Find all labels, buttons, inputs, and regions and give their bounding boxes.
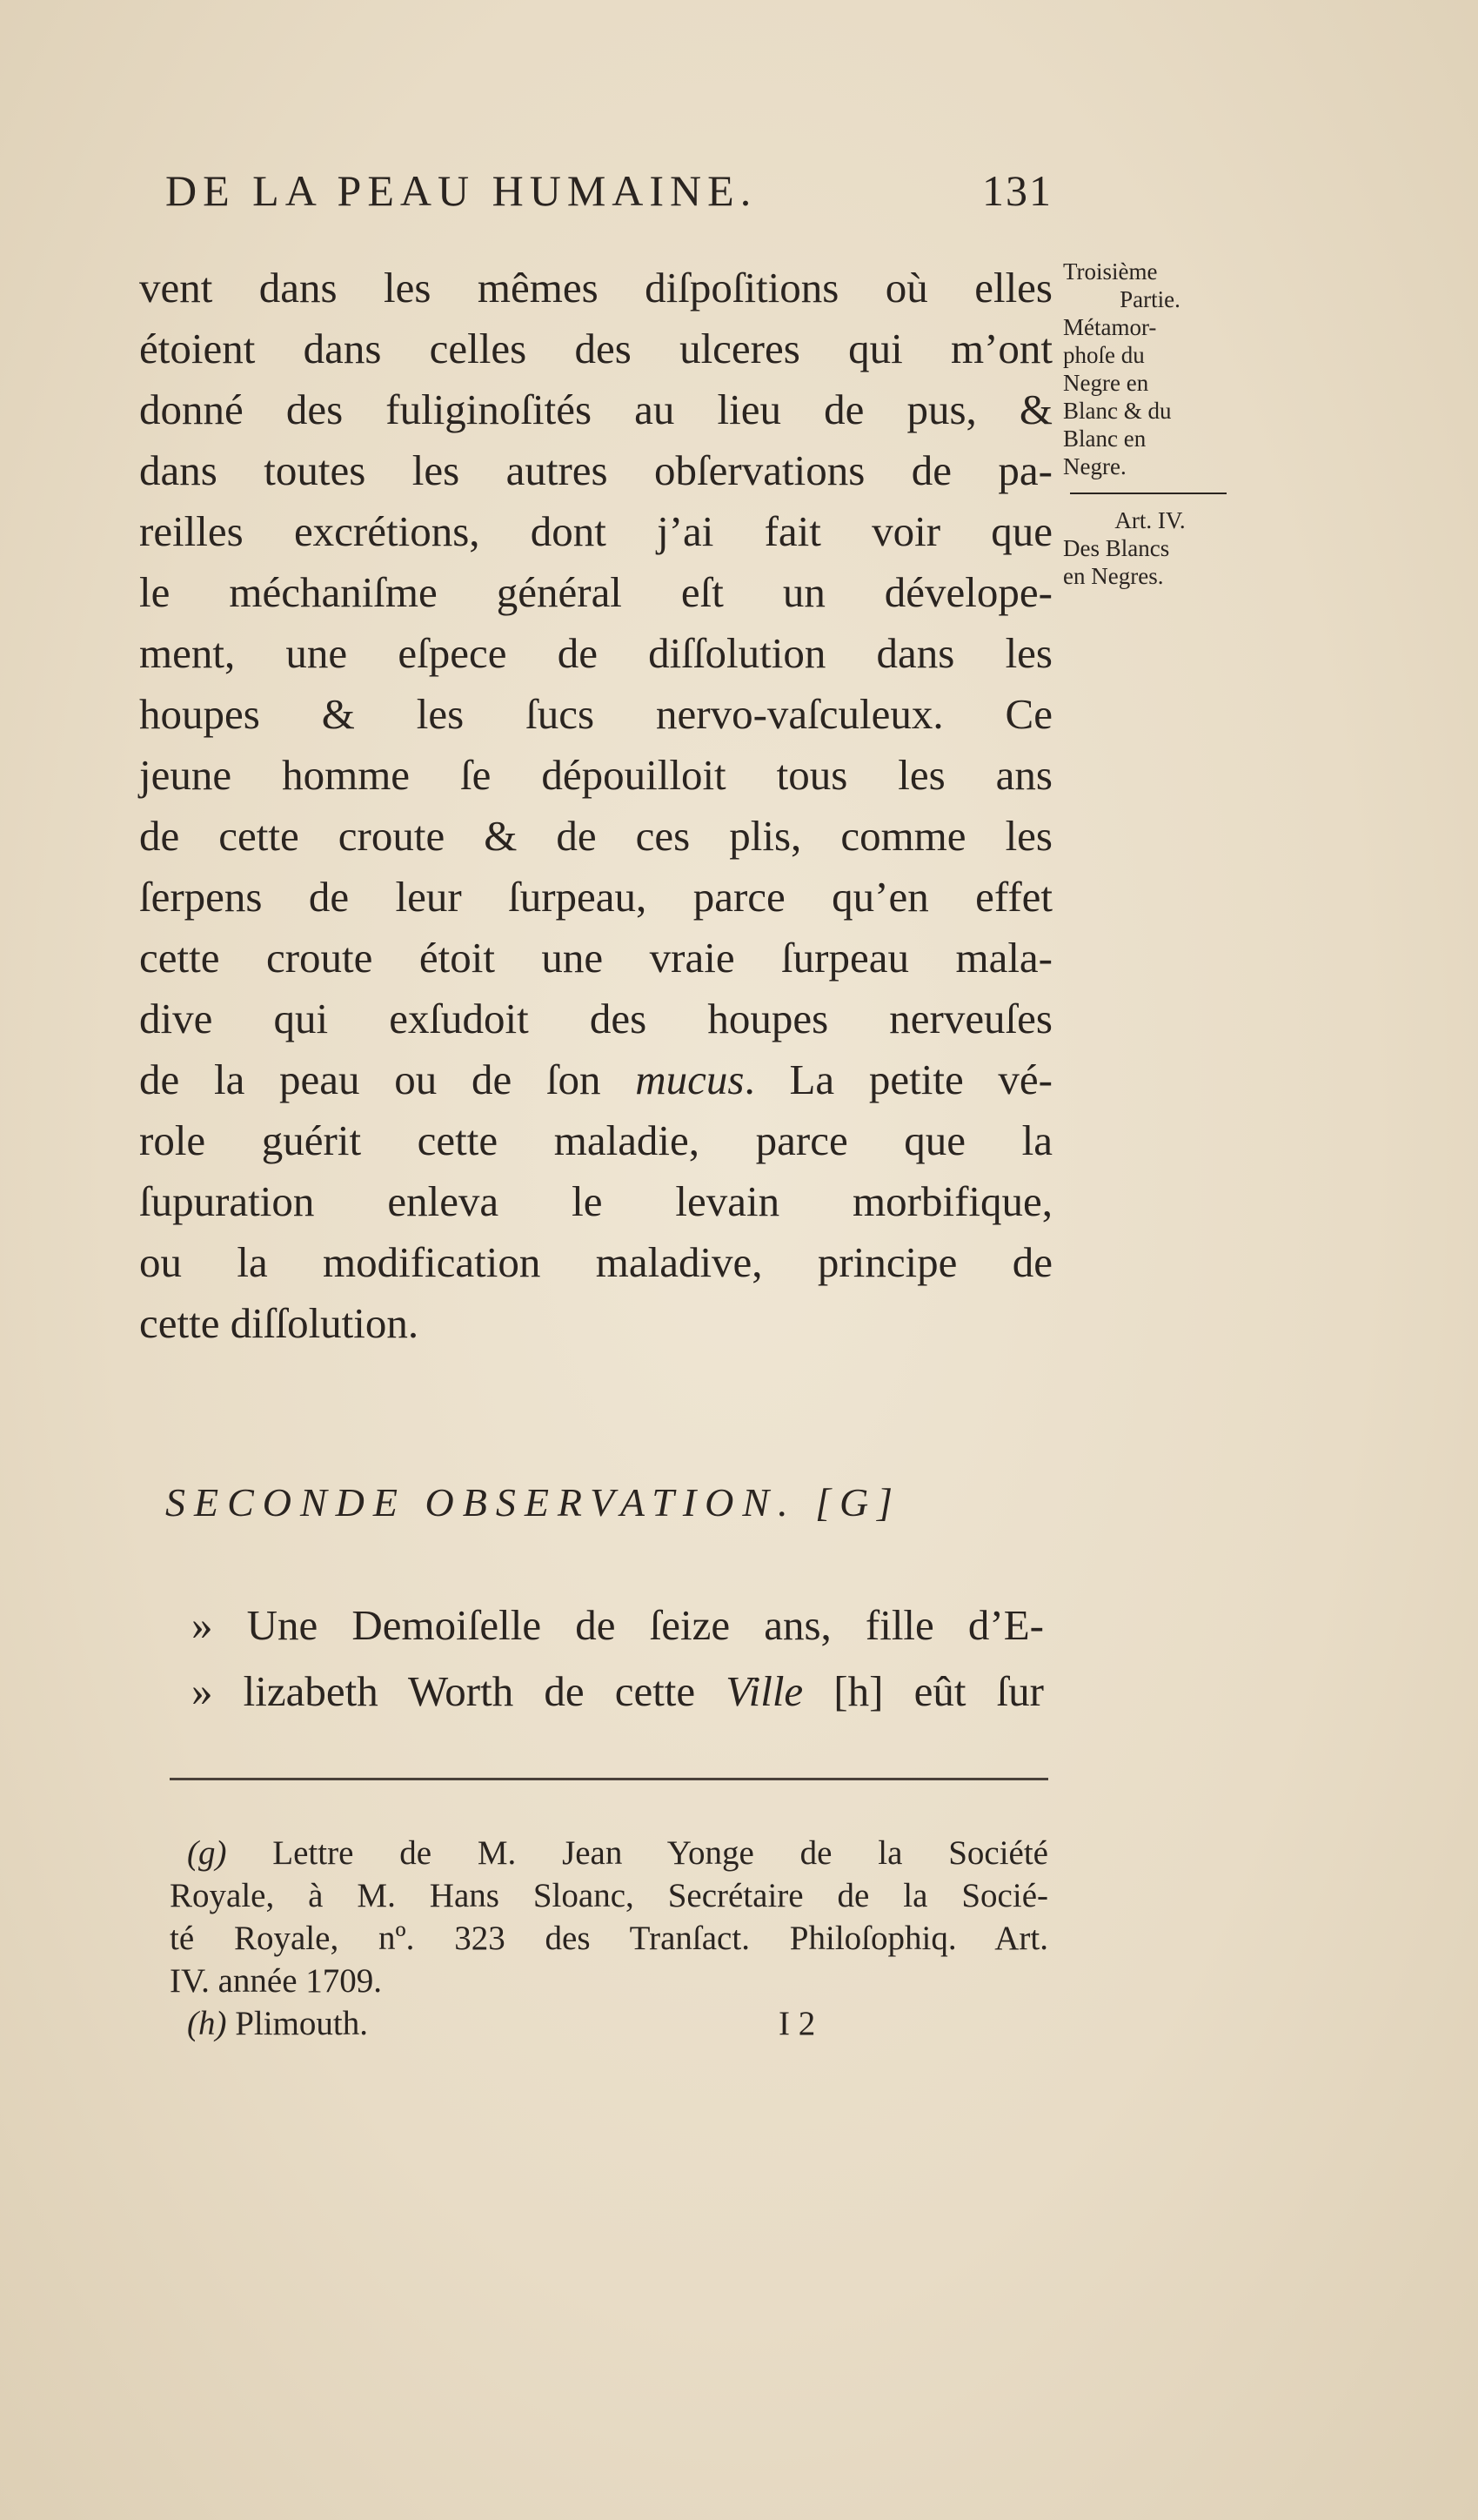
text-line: le méchaniſme général eſt un dévelope- — [139, 568, 1053, 616]
text-fragment: » lizabeth Worth de cette — [191, 1667, 726, 1715]
text-line: étoient dans celles des ulceres qui m’ont — [139, 325, 1053, 372]
margin-note-line: Métamor- — [1063, 314, 1157, 340]
text-line: jeune homme ſe dépouilloit tous les ans — [139, 751, 1053, 799]
text-fragment: . La petite vé- — [744, 1056, 1053, 1103]
footnote-text: Plimouth. — [235, 2005, 369, 2042]
running-header — [165, 165, 1053, 216]
margin-note-line: Des Blancs — [1063, 535, 1170, 561]
margin-note-line: Blanc & du — [1063, 398, 1172, 424]
page-number: 131 — [982, 166, 1053, 215]
margin-note — [1063, 258, 1237, 590]
text-line: ment, une eſpece de diſſolution dans les — [139, 629, 1053, 677]
text-line: role guérit cette maladie, parce que la — [139, 1116, 1053, 1164]
text-line: de cette croute & de ces plis, comme les — [139, 812, 1053, 860]
italic-word: Ville — [726, 1667, 804, 1715]
margin-note-line: Negre. — [1063, 453, 1127, 479]
text-line: dive qui exſudoit des houpes nerveuſes — [139, 995, 1053, 1042]
text-line: ou la modification maladive, principe de — [139, 1238, 1053, 1286]
text-line: » Une Demoiſelle de ſeize ans, fille d’E- — [191, 1601, 1044, 1649]
text-line — [139, 1049, 1053, 1110]
footnote-separator — [170, 1778, 1048, 1780]
text-line: ſupuration enleva le levain morbifique, — [139, 1177, 1053, 1225]
footnote-line: té Royale, nº. 323 des Tranſact. Philoſophiq. Art. — [170, 1920, 1048, 1957]
margin-note-article: Art. IV. — [1114, 507, 1186, 533]
signature-mark: I 2 — [779, 2005, 816, 2042]
footnote-line: Royale, à M. Hans Sloanc, Secrétaire de la Socié- — [170, 1877, 1048, 1914]
text-line — [191, 1659, 1044, 1725]
text-line: houpes & les ſucs nervo-vaſculeux. Ce — [139, 690, 1053, 738]
section-heading: SECONDE OBSERVATION. [G] — [165, 1480, 902, 1525]
margin-note-line: en Negres. — [1063, 563, 1164, 589]
italic-word: mucus — [635, 1056, 745, 1103]
text-line: vent dans les mêmes diſpoſitions où elles — [139, 264, 1053, 312]
margin-note-line: Troisième — [1063, 258, 1158, 285]
text-line: ſerpens de leur ſurpeau, parce qu’en effet — [139, 873, 1053, 921]
text-line: reilles excrétions, dont j’ai fait voir que — [139, 507, 1053, 555]
header-title: DE LA PEAU HUMAINE. — [165, 166, 758, 215]
margin-note-line: Blanc en — [1063, 426, 1147, 452]
text-fragment: de la peau ou de ſon — [139, 1056, 636, 1103]
footnote-g — [170, 1832, 1048, 1874]
margin-note-rule — [1070, 493, 1227, 494]
footnote-marker: (g) — [187, 1834, 227, 1872]
text-fragment: [h] eût ſur — [803, 1667, 1044, 1715]
footnote-h — [170, 2002, 1048, 2045]
footnotes — [170, 1832, 1048, 2045]
main-text — [139, 258, 1053, 1354]
margin-note-line: Negre en — [1063, 370, 1149, 396]
margin-note-line: Partie. — [1120, 286, 1180, 312]
text-line: cette croute étoit une vraie ſurpeau mala- — [139, 934, 1053, 982]
text-line: dans toutes les autres obſervations de pa- — [139, 446, 1053, 494]
text-line: cette diſſolution. — [139, 1299, 419, 1347]
quoted-passage — [191, 1592, 1044, 1725]
footnote-text: Lettre de M. Jean Yonge de la Société — [272, 1834, 1048, 1872]
text-line: donné des fuliginoſités au lieu de pus, & — [139, 385, 1053, 433]
footnote-line: IV. année 1709. — [170, 1962, 383, 2000]
margin-note-line: phoſe du — [1063, 342, 1145, 368]
footnote-marker: (h) — [187, 2005, 227, 2042]
